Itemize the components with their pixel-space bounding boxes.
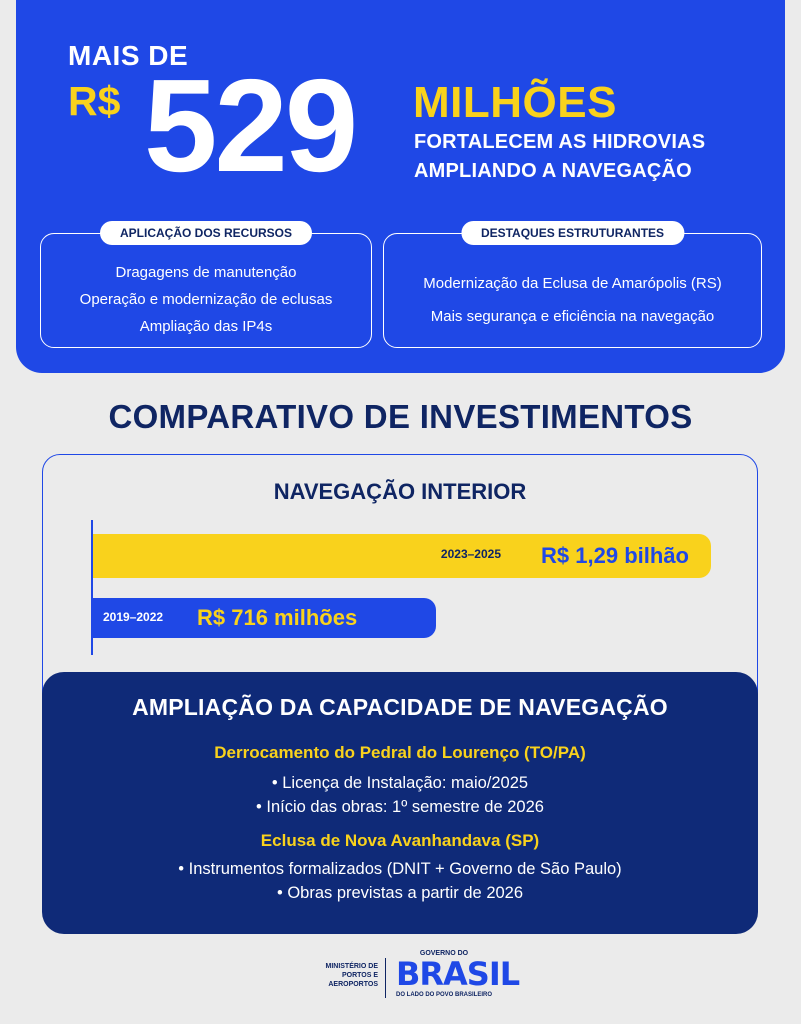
resources-item: Operação e modernização de eclusas [79,291,333,308]
gov-label: GOVERNO DO [419,950,469,957]
ministry-logo [298,962,378,989]
bar-value-label: R$ 1,29 bilhão [541,543,689,568]
hero-currency: R$ [68,78,121,124]
highlights-item: Modernização da Eclusa de Amarópolis (RS) [423,275,722,292]
brasil-tagline: DO LADO DO POVO BRASILEIRO [395,992,492,998]
comparison-title: COMPARATIVO DE INVESTIMENTOS [108,398,693,435]
chart-title: NAVEGAÇÃO INTERIOR [273,479,527,504]
chart-bar-2019-2022 [93,598,436,638]
project-name: Derrocamento do Pedral do Lourenço (TO/PA) [214,743,586,762]
ministry-line: PORTOS E [341,972,378,979]
project-bullet: • Obras previstas a partir de 2026 [276,884,524,902]
highlights-title: DESTAQUES ESTRUTURANTES [461,221,684,245]
hero-banner [16,0,785,373]
hero-amount: 529 [144,52,356,199]
ministry-line: MINISTÉRIO DE [325,963,378,970]
project-name: Eclusa de Nova Avanhandava (SP) [260,831,540,850]
project-item [42,743,758,819]
ministry-line: AEROPORTOS [328,981,378,988]
hero-unit: MILHÕES [413,78,617,127]
resources-box [40,226,372,348]
highlights-item: Mais segurança e eficiência na navegação [430,308,715,325]
bar-category-label: 2019–2022 [103,610,164,624]
bar-value-label: R$ 716 milhões [197,605,358,630]
expansion-title: AMPLIAÇÃO DA CAPACIDADE DE NAVEGAÇÃO [132,694,668,720]
project-bullet: • Início das obras: 1º semestre de 2026 [256,798,544,816]
brasil-logo: BRASIL [396,955,520,993]
footer-divider [385,958,386,998]
bar-category-label: 2023–2025 [440,547,501,561]
highlights-box [383,226,762,348]
project-item [42,831,758,905]
hero-prefix: MAIS DE [68,40,189,71]
project-bullet: • Instrumentos formalizados (DNIT + Governo de São Paulo) [178,860,622,878]
hero-subtitle-line1: FORTALECEM AS HIDROVIAS [414,131,706,153]
project-bullet: • Licença de Instalação: maio/2025 [271,774,529,792]
highlights-list [384,267,761,333]
hero-subtitle-line2: AMPLIANDO A NAVEGAÇÃO [414,160,692,182]
resources-list [41,259,371,340]
expansion-card [42,672,758,934]
resources-item: Dragagens de manutenção [115,264,297,281]
resources-item: Ampliação das IP4s [139,318,273,335]
resources-title: APLICAÇÃO DOS RECURSOS [100,221,312,245]
chart-bar-2023-2025 [93,534,711,578]
